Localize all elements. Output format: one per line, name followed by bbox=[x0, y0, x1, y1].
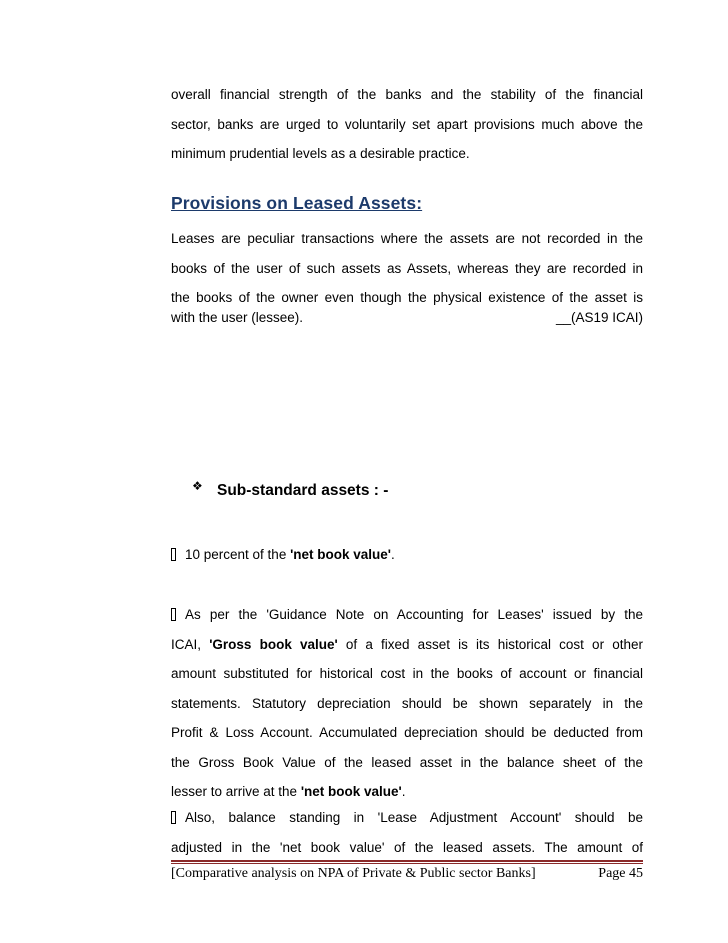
point-2-line: the Gross Book Value of the leased asset in the balance sheet of the bbox=[171, 754, 643, 770]
point-2-bold: 'Gross book value' bbox=[209, 636, 338, 652]
point-2-text: As per the 'Guidance Note on Accounting for Leases' issued by the bbox=[185, 607, 643, 622]
point-2-text: ICAI, bbox=[171, 636, 210, 652]
box-bullet-icon bbox=[171, 548, 176, 561]
point-2-end: . bbox=[401, 784, 406, 799]
section-heading: Provisions on Leased Assets: bbox=[171, 193, 423, 213]
box-bullet-icon bbox=[171, 811, 176, 824]
point-1-end: . bbox=[391, 547, 395, 562]
section-paragraph bbox=[171, 224, 643, 313]
footer-rule-thin bbox=[171, 863, 643, 864]
section-line: the books of the owner even though the physical existence of the asset is bbox=[171, 290, 643, 305]
point-3-line bbox=[171, 803, 643, 833]
section-last-text: with the user (lessee). bbox=[171, 310, 304, 325]
intro-paragraph bbox=[171, 80, 643, 169]
point-2 bbox=[171, 600, 643, 807]
footer-rule bbox=[171, 860, 643, 862]
intro-line: minimum prudential levels as a desirable practice. bbox=[171, 146, 470, 161]
point-1-bold: 'net book value' bbox=[290, 547, 392, 562]
sub-heading-text: Sub-standard assets : - bbox=[217, 482, 389, 499]
point-3-line: adjusted in the 'net book value' of the leased assets. The amount of bbox=[171, 839, 643, 855]
diamond-bullet-icon bbox=[193, 484, 203, 494]
point-2-line bbox=[171, 630, 643, 660]
section-line: Leases are peculiar transactions where the assets are not recorded in the bbox=[171, 231, 643, 246]
page-number: Page 45 bbox=[598, 866, 643, 881]
point-1-text: 10 percent of the bbox=[185, 547, 291, 562]
point-2-text: of a fixed asset is its historical cost or other bbox=[337, 636, 644, 652]
point-3-text: Also, balance standing in 'Lease Adjustment Account' should be bbox=[185, 810, 643, 825]
reference-citation: __(AS19 ICAI) bbox=[555, 310, 643, 325]
point-2-line: Profit & Loss Account. Accumulated depreciation should be deducted from bbox=[171, 725, 643, 740]
intro-line: overall financial strength of the banks and the stability of the financial bbox=[171, 87, 643, 102]
box-bullet-icon bbox=[171, 608, 176, 621]
point-2-text: lesser to arrive at the bbox=[171, 784, 301, 799]
point-2-line: statements. Statutory depreciation should be shown separately in the bbox=[171, 695, 643, 711]
sub-heading bbox=[193, 482, 388, 500]
intro-line: sector, banks are urged to voluntarily set apart provisions much above the bbox=[171, 116, 643, 132]
point-3 bbox=[171, 803, 643, 862]
section-line: books of the user of such assets as Assets, whereas they are recorded in bbox=[171, 260, 643, 276]
point-2-line bbox=[171, 600, 643, 630]
footer-title: [Comparative analysis on NPA of Private & Public sector Banks] bbox=[171, 866, 536, 881]
point-2-line: amount substituted for historical cost in the books of account or financial bbox=[171, 666, 643, 681]
point-1-line bbox=[171, 540, 643, 570]
point-2-bold: 'net book value' bbox=[300, 784, 402, 799]
point-1 bbox=[171, 540, 643, 570]
